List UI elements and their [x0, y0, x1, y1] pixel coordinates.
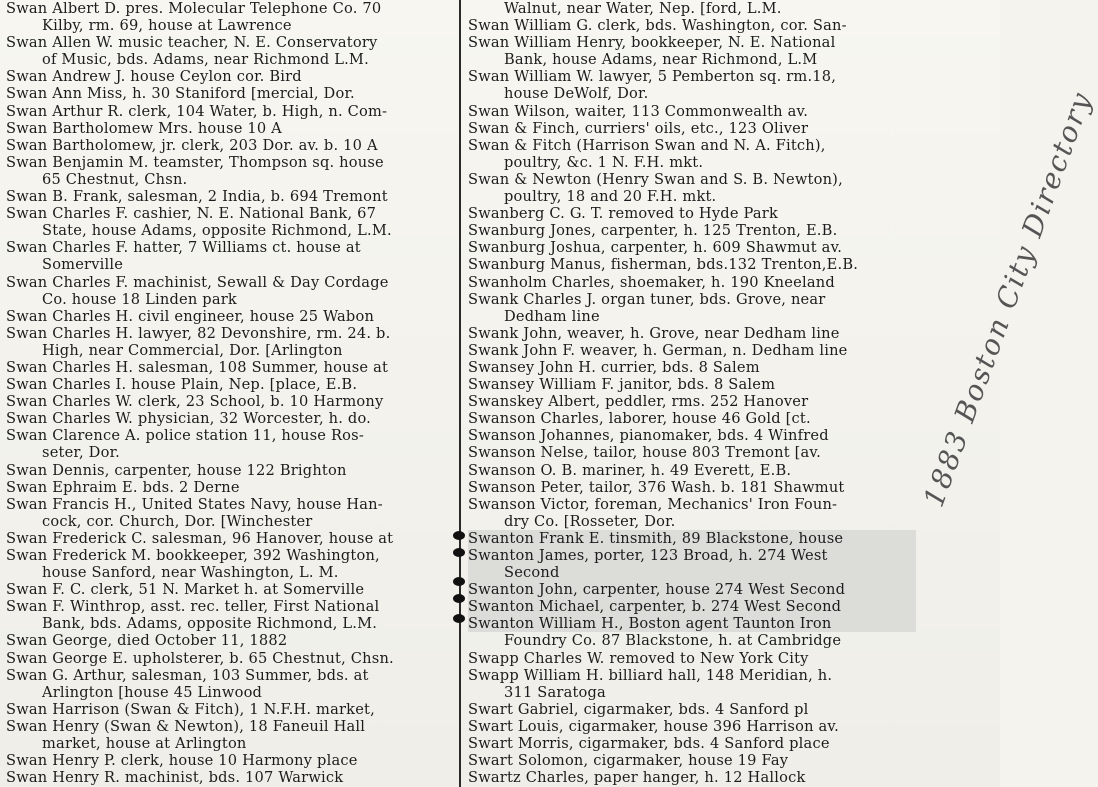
directory-entry-line: market, house at Arlington — [42, 735, 247, 753]
directory-entry-line: Swart Morris, cigarmaker, bds. 4 Sanford place — [468, 735, 830, 753]
directory-entry-line: Swan Benjamin M. teamster, Thompson sq. house — [6, 153, 384, 171]
directory-entry-line: Swan Charles W. physician, 32 Worcester, h. do. — [6, 410, 372, 428]
directory-entry-line: Swan Charles H. lawyer, 82 Devonshire, rm. 24. b. — [6, 324, 391, 342]
directory-entry-line: Swapp William H. billiard hall, 148 Meridian, h. — [468, 666, 833, 684]
directory-entry-line: Swanson Charles, laborer, house 46 Gold [ct. — [468, 410, 811, 428]
directory-entry-line: Swan Ephraim E. bds. 2 Derne — [6, 478, 240, 496]
directory-entry-line: Swan William W. lawyer, 5 Pemberton sq. rm.18, — [468, 68, 837, 86]
directory-entry-line: poultry, &c. 1 N. F.H. mkt. — [504, 153, 704, 171]
directory-entry-line: Swan George E. upholsterer, b. 65 Chestnut, Chsn. — [6, 649, 394, 667]
directory-entry-line: Swan F. Winthrop, asst. rec. teller, First National — [6, 598, 380, 616]
directory-entry-line: Swan Charles H. salesman, 108 Summer, house at — [6, 358, 389, 376]
directory-entry-line: Somerville — [42, 256, 124, 274]
directory-entry-line: High, near Commercial, Dor. [Arlington — [42, 341, 343, 359]
directory-entry-line: Swan G. Arthur, salesman, 103 Summer, bds. at — [6, 666, 369, 684]
directory-entry-line: Swanton William H., Boston agent Taunton Iron — [468, 615, 916, 632]
ink-dot — [453, 594, 465, 603]
directory-entry-line: Swank Charles J. organ tuner, bds. Grove, near — [468, 290, 826, 308]
directory-entry-line: Swan Dennis, carpenter, house 122 Brighton — [6, 461, 347, 479]
directory-entry-line: Kilby, rm. 69, house at Lawrence — [42, 17, 292, 35]
directory-entry-line: Swan Charles F. machinist, Sewall & Day Cordage — [6, 273, 389, 291]
directory-entry-line: Swanton John, carpenter, house 274 West Second — [468, 581, 916, 598]
directory-entry-line: Swan Charles F. cashier, N. E. National Bank, 67 — [6, 205, 377, 223]
directory-entry-line: Swanson Peter, tailor, 376 Wash. b. 181 Shawmut — [468, 478, 845, 496]
directory-entry-line: Swanburg Joshua, carpenter, h. 609 Shawmut av. — [468, 239, 843, 257]
directory-entry-line: 65 Chestnut, Chsn. — [42, 170, 188, 188]
directory-entry-line: Swartz Charles, paper hanger, h. 12 Hallock — [468, 769, 806, 787]
directory-entry-line: Swan & Finch, curriers' oils, etc., 123 Oliver — [468, 119, 809, 137]
directory-entry-line: Swan Frederick C. salesman, 96 Hanover, house at — [6, 529, 394, 547]
right-column — [468, 0, 916, 786]
directory-entry-line: 311 Saratoga — [504, 683, 606, 701]
directory-entry-line: Swan Bartholomew Mrs. house 10 A — [6, 119, 282, 137]
ink-dot — [453, 614, 465, 623]
directory-entry-line: Swan & Newton (Henry Swan and S. B. Newton), — [468, 170, 843, 188]
directory-entry-line: Swan Henry (Swan & Newton), 18 Faneuil Hall — [6, 717, 366, 735]
directory-entry-line: Swan B. Frank, salesman, 2 India, b. 694 Tremont — [6, 188, 388, 206]
directory-entry-line: Swansey William F. janitor, bds. 8 Salem — [468, 376, 776, 394]
handwritten-margin-note: 1883 Boston City Directory — [917, 86, 1098, 512]
directory-entry-line: Swan Charles W. clerk, 23 School, b. 10 Harmony — [6, 393, 384, 411]
directory-entry-line: seter, Dor. — [42, 444, 120, 462]
ink-dot — [453, 577, 465, 586]
directory-entry-line: State, house Adams, opposite Richmond, L.M. — [42, 222, 392, 240]
directory-entry-line: dry Co. [Rosseter, Dor. — [504, 512, 676, 530]
directory-entry-line: Swapp Charles W. removed to New York City — [468, 649, 809, 667]
directory-entry-line: Swanson Nelse, tailor, house 803 Tremont [av. — [468, 444, 821, 462]
directory-entry-line: Swan Andrew J. house Ceylon cor. Bird — [6, 68, 302, 86]
directory-entry-line: Swan Charles I. house Plain, Nep. [place, E.B. — [6, 376, 358, 394]
directory-entry-line: Swan William Henry, bookkeeper, N. E. National — [468, 34, 836, 52]
directory-entry-line: Swan & Fitch (Harrison Swan and N. A. Fitch), — [468, 136, 826, 154]
directory-entry-line: Second — [468, 564, 916, 581]
directory-entry-line: house Sanford, near Washington, L. M. — [42, 564, 339, 582]
directory-entry-line: Swan Frederick M. bookkeeper, 392 Washington, — [6, 547, 380, 564]
directory-entry-line: Swansey John H. currier, bds. 8 Salem — [468, 358, 760, 376]
directory-entry-line: Swank John F. weaver, h. German, n. Dedham line — [468, 341, 848, 359]
ink-dot — [453, 531, 465, 540]
ink-dot — [453, 548, 465, 557]
directory-entry-line: Swan Clarence A. police station 11, house Ros- — [6, 427, 364, 445]
directory-entry-line: Swan George, died October 11, 1882 — [6, 632, 288, 650]
directory-entry-line: Swan Charles H. civil engineer, house 25 Wabon — [6, 307, 375, 325]
directory-entry-line: Walnut, near Water, Nep. [ford, L.M. — [504, 0, 782, 17]
left-column — [6, 0, 454, 786]
directory-entry-line: Swanson Johannes, pianomaker, bds. 4 Winfred — [468, 427, 829, 445]
directory-entry-line: Swan Bartholomew, jr. clerk, 203 Dor. av. b. 10 A — [6, 136, 378, 154]
directory-entry-line: Bank, bds. Adams, opposite Richmond, L.M. — [42, 615, 378, 633]
directory-entry-line: Swan Albert D. pres. Molecular Telephone Co. 70 — [6, 0, 382, 17]
directory-entry-line: Foundry Co. 87 Blackstone, h. at Cambridge — [504, 632, 842, 650]
directory-entry-line: of Music, bds. Adams, near Richmond L.M. — [42, 51, 369, 69]
directory-entry-line: Swan Allen W. music teacher, N. E. Conservatory — [6, 34, 378, 52]
directory-entry-line: poultry, 18 and 20 F.H. mkt. — [504, 188, 717, 206]
directory-entry-line: Swanburg Manus, fisherman, bds.132 Trenton,E.B. — [468, 256, 859, 274]
directory-entry-line: Swanholm Charles, shoemaker, h. 190 Kneeland — [468, 273, 835, 291]
directory-entry-line: Swan Arthur R. clerk, 104 Water, b. High, n. Com- — [6, 102, 388, 120]
directory-entry-line: Swanton Michael, carpenter, b. 274 West Second — [468, 598, 916, 615]
directory-entry-line: Swan Henry P. clerk, house 10 Harmony place — [6, 752, 358, 770]
directory-entry-line: Swan F. C. clerk, 51 N. Market h. at Somerville — [6, 581, 365, 599]
directory-entry-line: Swank John, weaver, h. Grove, near Dedham line — [468, 324, 840, 342]
directory-entry-line: house DeWolf, Dor. — [504, 85, 649, 103]
directory-entry-line: cock, cor. Church, Dor. [Winchester — [42, 512, 313, 530]
directory-entry-line: Swan Harrison (Swan & Fitch), 1 N.F.H. market, — [6, 700, 375, 718]
directory-entry-line: Swan Wilson, waiter, 113 Commonwealth av. — [468, 102, 809, 120]
directory-entry-line: Swanton James, porter, 123 Broad, h. 274 West — [468, 547, 916, 564]
directory-entry-line: Co. house 18 Linden park — [42, 290, 237, 308]
directory-entry-line: Swan Henry R. machinist, bds. 107 Warwick — [6, 769, 344, 787]
directory-entry-line: Swanson O. B. mariner, h. 49 Everett, E.B. — [468, 461, 792, 479]
directory-entry-line: Swart Gabriel, cigarmaker, bds. 4 Sanford pl — [468, 700, 809, 718]
directory-entry-line: Swart Solomon, cigarmaker, house 19 Fay — [468, 752, 789, 770]
directory-entry-line: Swanson Victor, foreman, Mechanics' Iron Foun- — [468, 495, 838, 513]
directory-entry-line: Swan Ann Miss, h. 30 Staniford [mercial, Dor. — [6, 85, 355, 103]
directory-entry-line: Swan William G. clerk, bds. Washington, cor. San- — [468, 17, 847, 35]
directory-entry-line: Swanskey Albert, peddler, rms. 252 Hanover — [468, 393, 809, 411]
directory-entry-line: Swanton Frank E. tinsmith, 89 Blackstone, house — [468, 530, 916, 547]
directory-entry-line: Swanberg C. G. T. removed to Hyde Park — [468, 205, 778, 223]
directory-entry-line: Arlington [house 45 Linwood — [42, 683, 263, 701]
directory-entry-line: Swart Louis, cigarmaker, house 396 Harrison av. — [468, 717, 839, 735]
directory-entry-line: Swan Charles F. hatter, 7 Williams ct. house at — [6, 239, 361, 257]
directory-entry-line: Bank, house Adams, near Richmond, L.M — [504, 51, 818, 69]
ink-marks — [452, 0, 466, 787]
directory-entry-line: Dedham line — [504, 307, 600, 325]
directory-entry-line: Swan Francis H., United States Navy, house Han- — [6, 495, 383, 513]
directory-entry-line: Swanburg Jones, carpenter, h. 125 Trenton, E.B. — [468, 222, 838, 240]
